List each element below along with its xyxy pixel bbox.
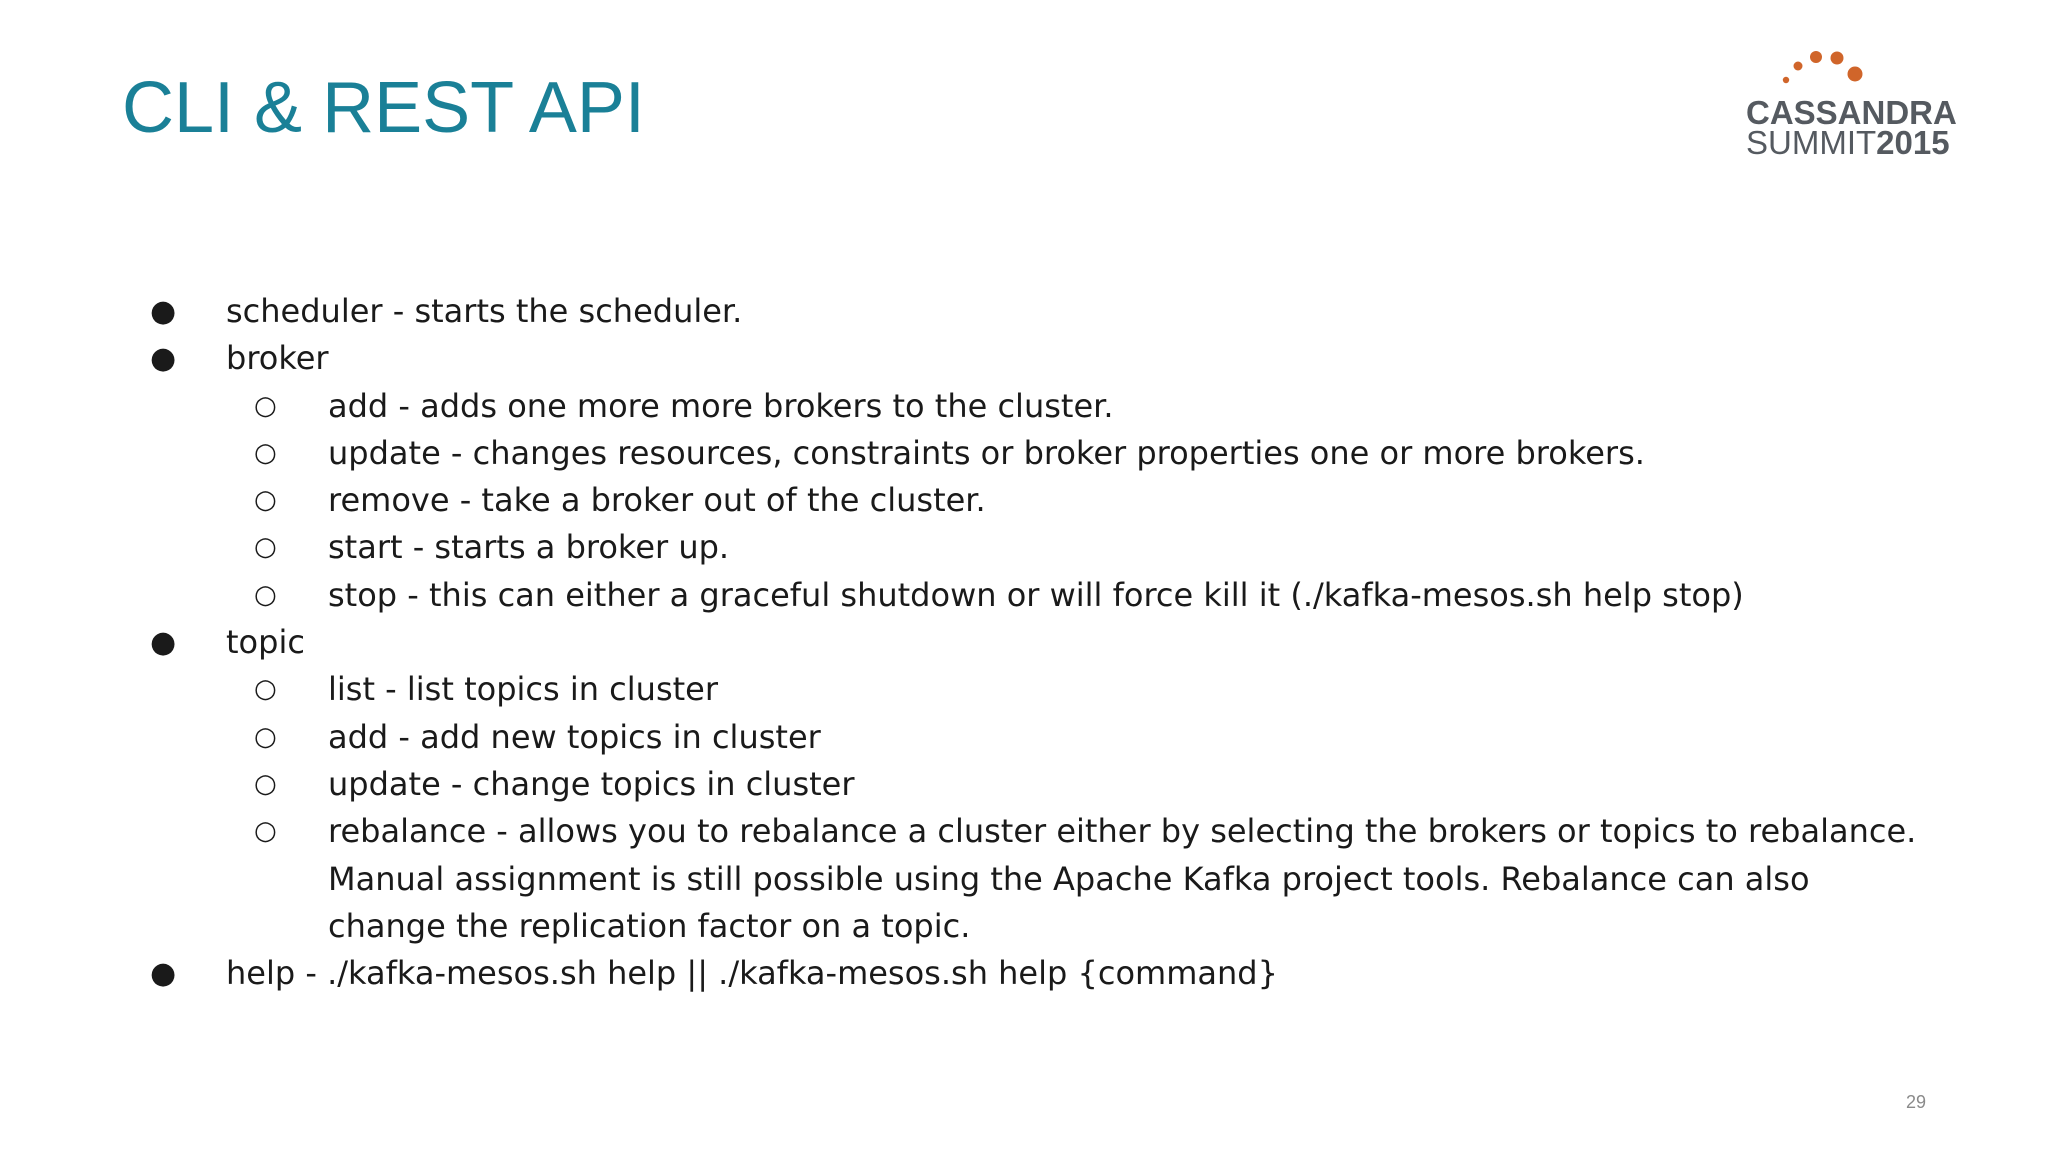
filled-bullet-icon: ● (150, 341, 177, 377)
page-number: 29 (1906, 1092, 1927, 1112)
hollow-bullet-icon: ○ (254, 390, 277, 421)
hollow-bullet-icon: ○ (254, 437, 277, 468)
list-item-help (150, 950, 1930, 997)
list-item-text: broker (226, 339, 329, 378)
sublist-item-text: start - starts a broker up. (328, 528, 730, 567)
hollow-bullet-icon: ○ (254, 721, 277, 752)
hollow-bullet-icon: ○ (254, 674, 277, 705)
broker-sublist (150, 383, 1930, 619)
filled-bullet-icon: ● (150, 625, 177, 661)
sublist-item-remove-broker (226, 477, 1930, 524)
sublist-item-text: stop - this can either a graceful shutdown or will force kill it (./kafka-mesos.sh help stop) (328, 575, 1744, 614)
sublist-item-list-topics (226, 666, 1930, 713)
sublist-item-text: list - list topics in cluster (328, 670, 718, 709)
sublist-item-update-topics (226, 761, 1930, 808)
sublist-item-add-broker (226, 383, 1930, 430)
topic-sublist (150, 666, 1930, 950)
cassandra-summit-logo (1740, 50, 1960, 166)
sublist-item-start-broker (226, 524, 1930, 571)
logo-text-year: 2015 (1876, 124, 1950, 161)
list-item-scheduler (150, 288, 1930, 335)
hollow-bullet-icon: ○ (254, 579, 277, 610)
sublist-item-text: rebalance - allows you to rebalance a cluster either by selecting the brokers or topics to rebalance. Manual assignment is still possible using the Apache Kafka project tools. Rebalance can also change the replication factor on a topic. (328, 812, 1917, 945)
slide-title: CLI & REST API (122, 68, 645, 148)
logo-text-summit (1746, 126, 1950, 160)
list-item-text: scheduler - starts the scheduler. (226, 292, 743, 330)
hollow-bullet-icon: ○ (254, 816, 277, 847)
sublist-item-rebalance (226, 808, 1930, 950)
list-item-topic (150, 619, 1930, 950)
sublist-item-text: update - change topics in cluster (328, 764, 855, 803)
sublist-item-stop-broker (226, 572, 1930, 619)
sublist-item-text: add - add new topics in cluster (328, 717, 821, 756)
sublist-item-update-broker (226, 430, 1930, 477)
sublist-item-text: remove - take a broker out of the cluster. (328, 481, 986, 520)
sublist-item-add-topics (226, 714, 1930, 761)
filled-bullet-icon: ● (150, 956, 177, 992)
hollow-bullet-icon: ○ (254, 768, 277, 799)
logo-text-summit-word: SUMMIT (1746, 124, 1877, 161)
list-item-broker (150, 335, 1930, 619)
list-item-text: topic (226, 623, 305, 662)
hollow-bullet-icon: ○ (254, 485, 277, 516)
logo-dots-icon (1740, 50, 1960, 100)
sublist-item-text: update - changes resources, constraints or broker properties one or more brokers. (328, 433, 1645, 472)
bullet-list (150, 288, 1930, 997)
logo-text-cassandra: CASSANDRA (1746, 94, 1957, 131)
filled-bullet-icon: ● (150, 294, 177, 329)
list-item-text: help - ./kafka-mesos.sh help || ./kafka-mesos.sh help {command} (226, 954, 1278, 993)
slide-body (150, 288, 1930, 997)
sublist-item-text: add - adds one more more brokers to the cluster. (328, 386, 1114, 425)
hollow-bullet-icon: ○ (254, 532, 277, 563)
